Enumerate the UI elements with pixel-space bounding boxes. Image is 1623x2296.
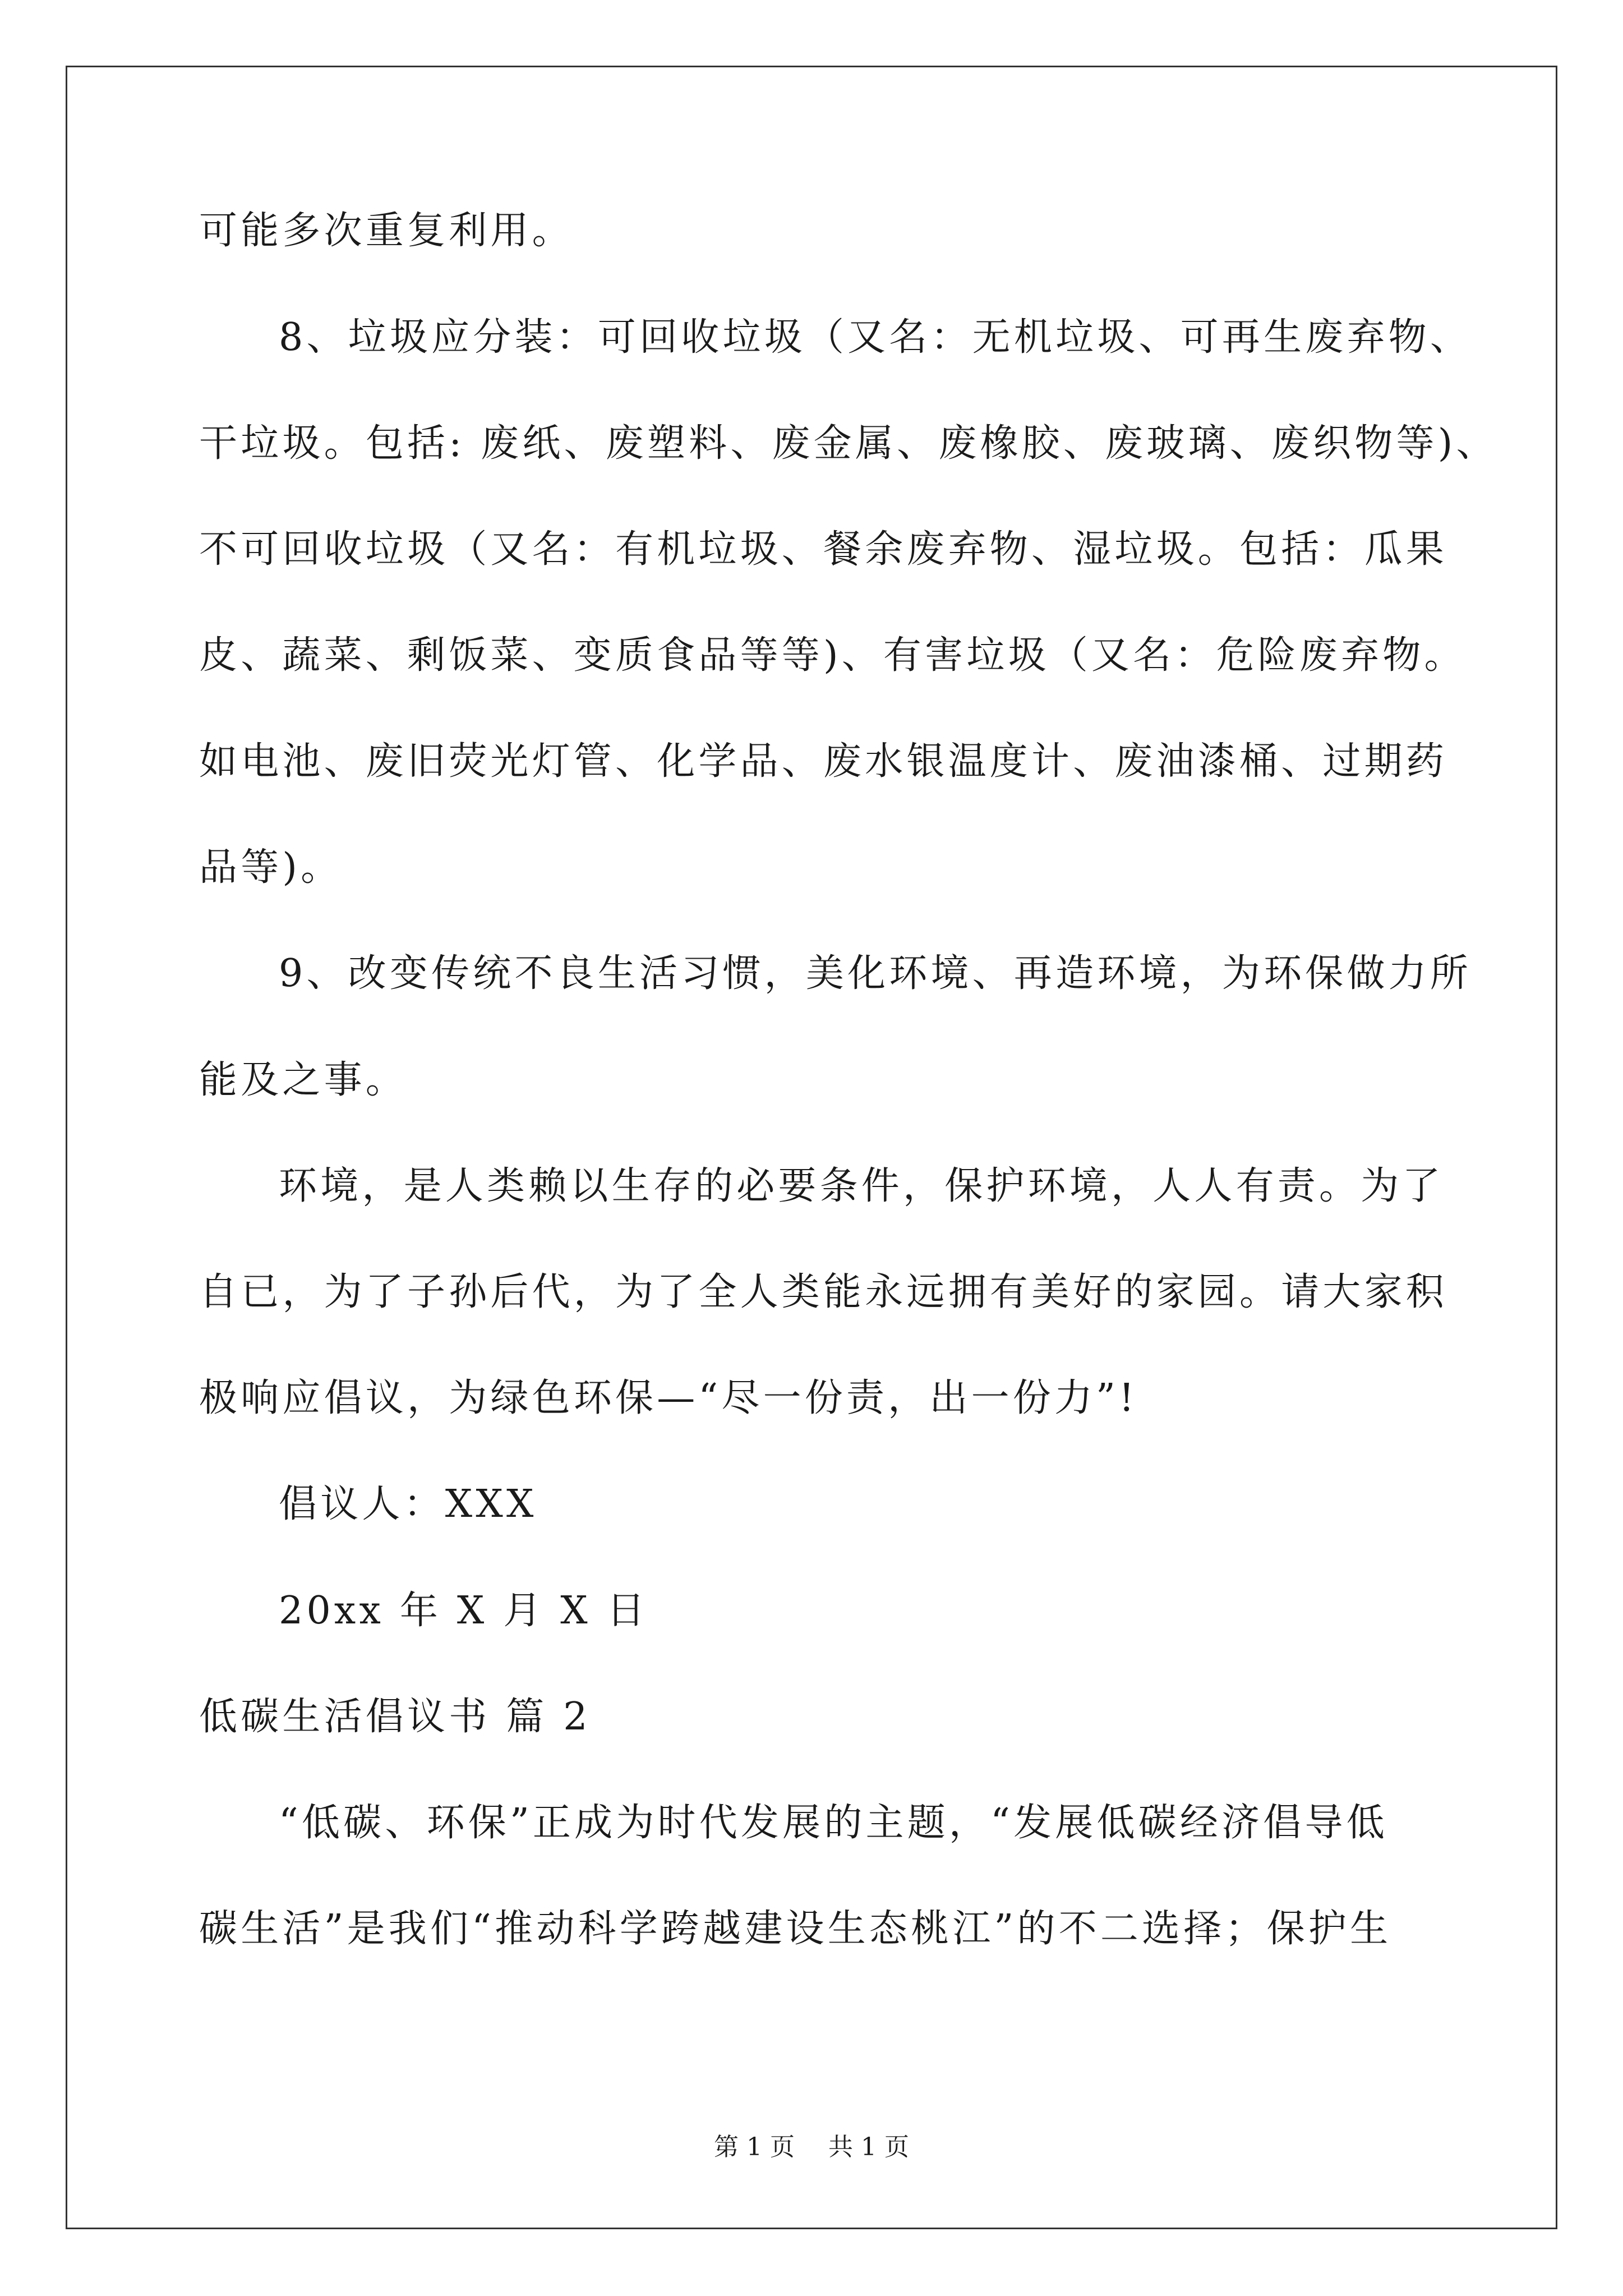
page-number-total: 共 1 页 bbox=[828, 2133, 909, 2161]
page-footer bbox=[0, 2135, 1623, 2160]
text-line: 8、垃圾应分装：可回收垃圾（又名：无机垃圾、可再生废弃物、 bbox=[279, 315, 1472, 360]
text-line: 自已，为了子孙后代，为了全人类能永远拥有美好的家园。请大家积 bbox=[199, 1270, 1448, 1314]
text-line: 品等)。 bbox=[199, 845, 343, 890]
section-heading: 低碳生活倡议书 篇 2 bbox=[199, 1695, 591, 1739]
text-line: 环境，是人类赖以生存的必要条件，保护环境，人人有责。为了 bbox=[279, 1164, 1444, 1208]
text-line: 能及之事。 bbox=[199, 1058, 408, 1102]
text-line: 9、改变传统不良生活习惯，美化环境、再造环境，为环保做力所 bbox=[279, 951, 1472, 996]
page-number-current: 第 1 页 bbox=[714, 2133, 795, 2161]
text-line: 碳生活”是我们“推动科学跨越建设生态桃江”的不二选择；保护生 bbox=[199, 1907, 1392, 1951]
signatory-line: 倡议人：XXX bbox=[279, 1482, 537, 1526]
text-line: 如电池、废旧荧光灯管、化学品、废水银温度计、废油漆桶、过期药 bbox=[199, 739, 1448, 784]
page-border bbox=[66, 66, 1557, 2229]
date-line: 20xx 年 X 月 X 日 bbox=[279, 1589, 648, 1633]
text-line: 皮、蔬菜、剩饭菜、变质食品等等)、有害垃圾（又名：危险废弃物。 bbox=[199, 633, 1466, 678]
text-line: 极响应倡议，为绿色环保—“尽一份责，出一份力”! bbox=[199, 1376, 1138, 1420]
text-line: “低碳、环保”正成为时代发展的主题，“发展低碳经济倡导低 bbox=[279, 1801, 1388, 1845]
text-line: 不可回收垃圾（又名：有机垃圾、餐余废弃物、湿垃圾。包括：瓜果 bbox=[199, 527, 1448, 572]
text-line: 可能多次重复利用。 bbox=[199, 209, 574, 253]
text-line: 干垃圾。包括: 废纸、废塑料、废金属、废橡胶、废玻璃、废织物等)、 bbox=[199, 421, 1498, 466]
